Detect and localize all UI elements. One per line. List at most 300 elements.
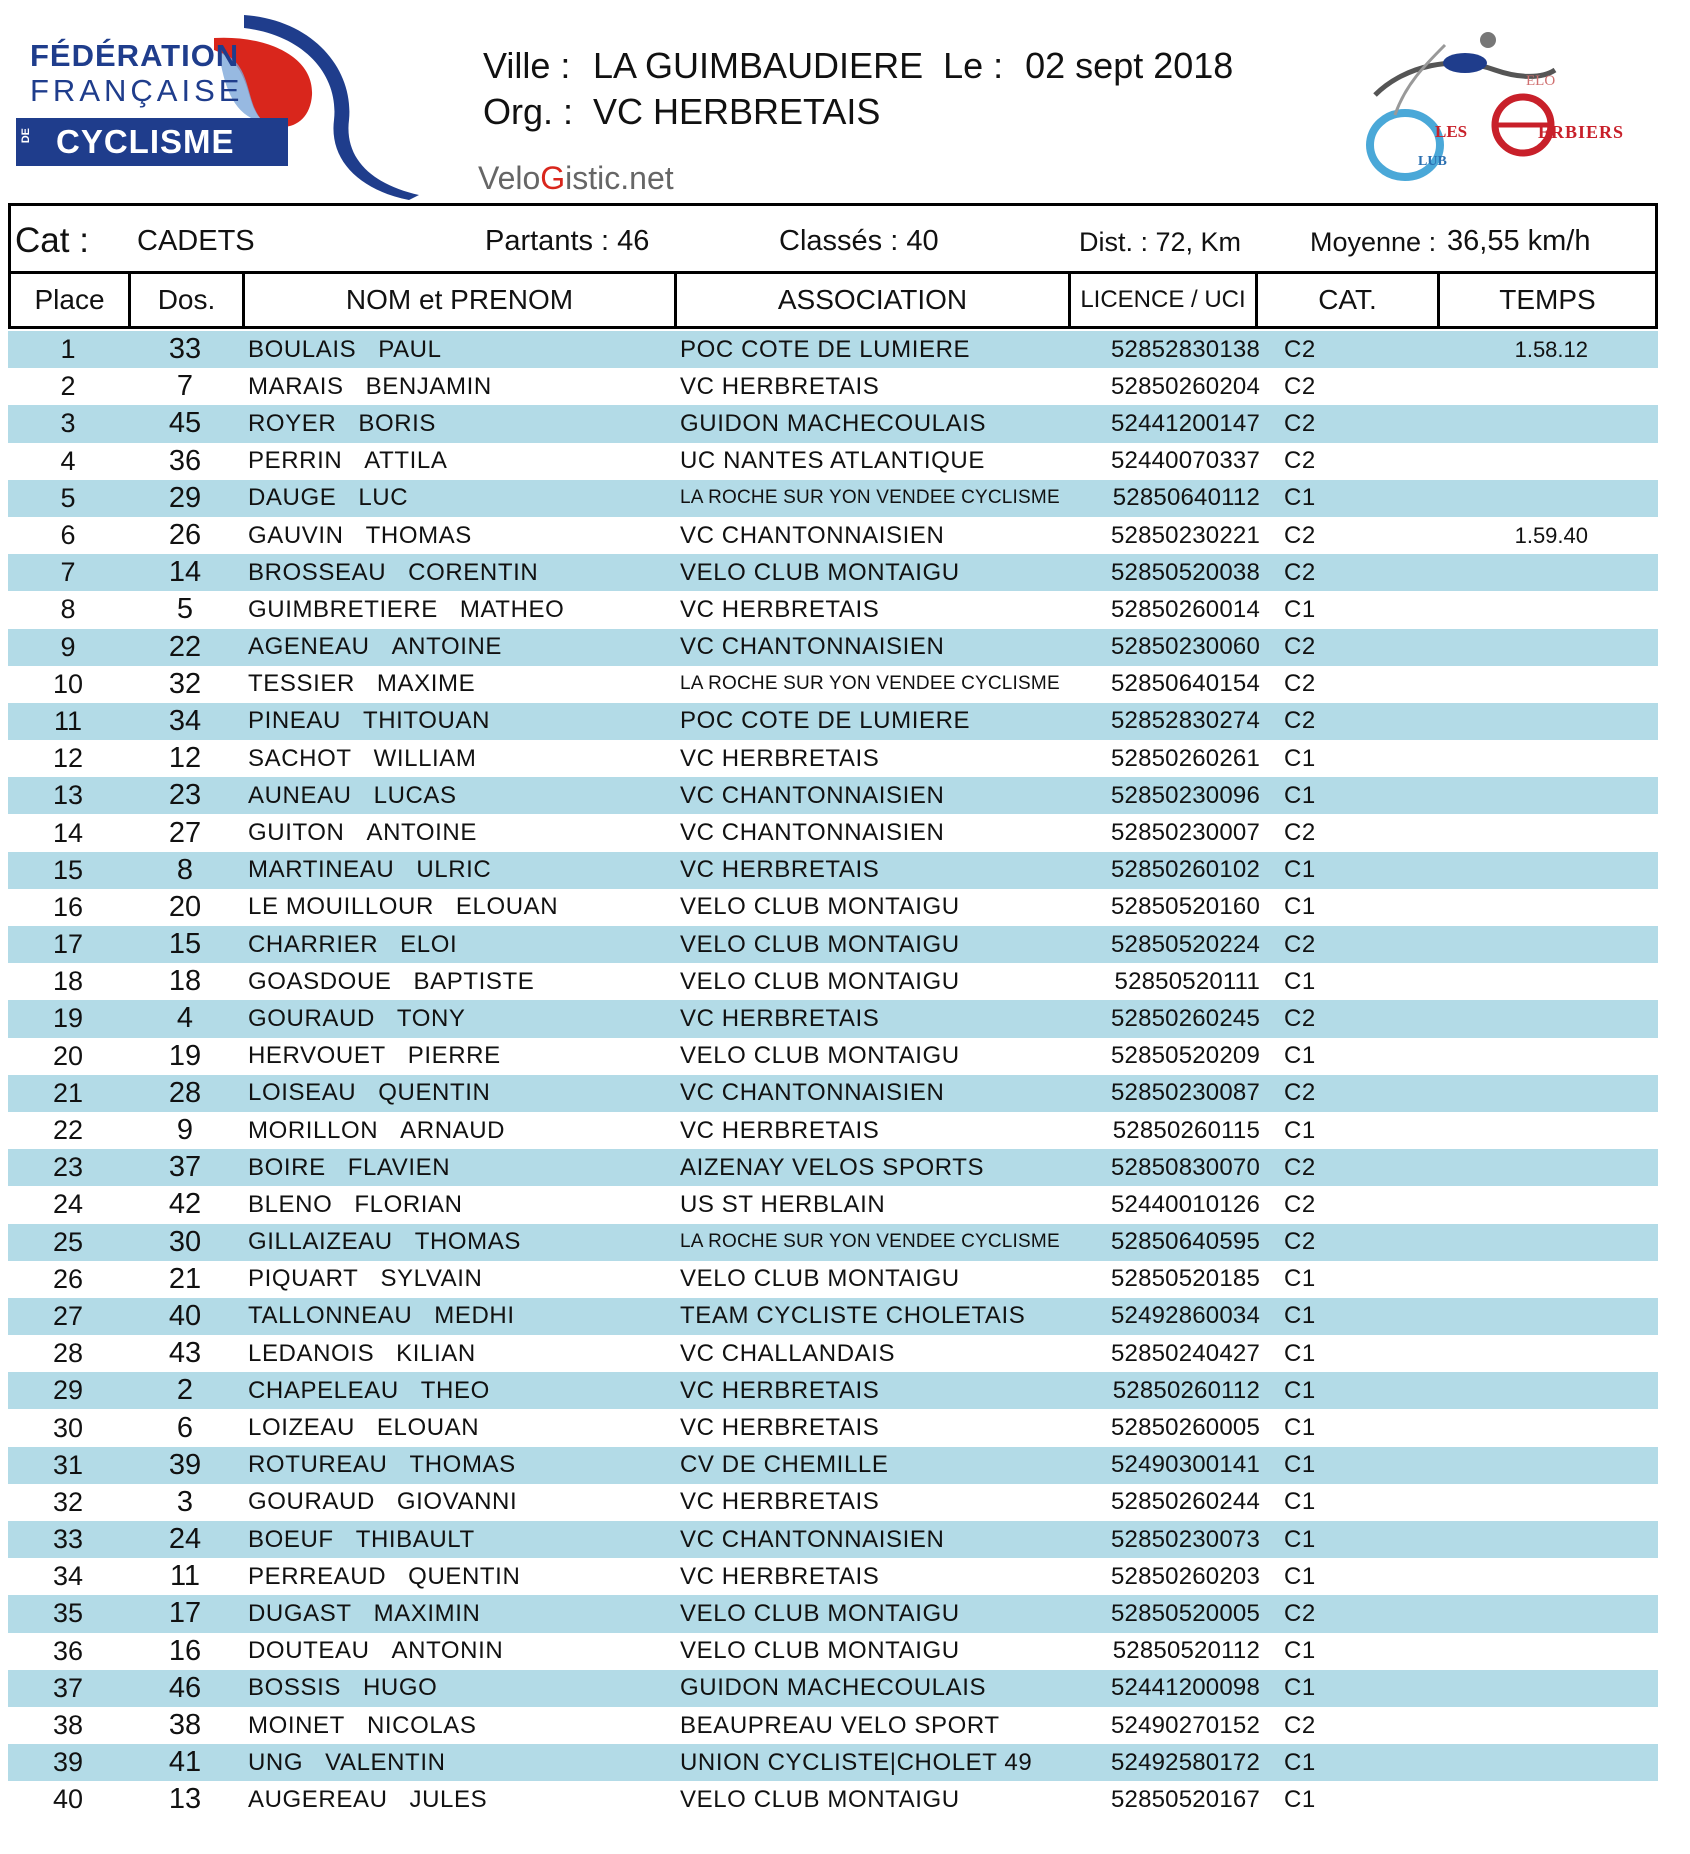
cell-nom: AUGEREAU [248, 1785, 388, 1813]
cell-association: VELO CLUB MONTAIGU [680, 1599, 960, 1627]
cell-nom-prenom [242, 1340, 674, 1368]
cell-place: 11 [53, 705, 83, 736]
cell-prenom: BORIS [358, 409, 437, 437]
cell-prenom: JULES [409, 1785, 488, 1813]
cell-nom-prenom [242, 707, 674, 735]
cell-prenom: ELOUAN [376, 1414, 480, 1442]
cell-dos: 13 [168, 1783, 202, 1816]
cell-prenom: ELOUAN [455, 893, 559, 921]
cell-place: 24 [52, 1189, 84, 1220]
cell-prenom: ANTONIN [391, 1637, 504, 1665]
cell-place: 35 [52, 1598, 84, 1629]
cell-prenom: GIOVANNI [396, 1488, 518, 1516]
cell-dos: 19 [168, 1039, 202, 1072]
cell-licence: 52852830274 [1110, 707, 1260, 735]
cell-cat: C2 [1284, 372, 1316, 400]
cell-association: LA ROCHE SUR YON VENDEE CYCLISME [680, 673, 1060, 695]
cell-association: VC CHANTONNAISIEN [680, 1525, 945, 1553]
table-row [8, 777, 1658, 814]
cell-dos: 46 [168, 1671, 202, 1704]
cell-nom: AUNEAU [248, 781, 352, 809]
cell-nom: BOIRE [248, 1153, 326, 1181]
cell-licence: 52850520167 [1110, 1785, 1260, 1813]
cell-dos: 6 [176, 1411, 194, 1444]
cell-nom-prenom [242, 1563, 674, 1591]
table-row [8, 1484, 1658, 1521]
velogistic-suffix: istic.net [565, 160, 674, 196]
cell-place: 9 [60, 631, 76, 662]
cell-prenom: NICOLAS [366, 1711, 477, 1739]
cell-place: 40 [52, 1784, 84, 1815]
cell-cat: C2 [1284, 447, 1316, 475]
cell-dos: 42 [168, 1188, 202, 1221]
cell-place: 25 [52, 1226, 84, 1257]
cell-prenom: ULRIC [416, 856, 492, 884]
cell-nom-prenom [242, 1600, 674, 1628]
cell-licence: 52850520112 [1112, 1637, 1260, 1665]
cell-nom-prenom [242, 1637, 674, 1665]
cell-association: VC HERBRETAIS [680, 1488, 880, 1516]
date-value: 02 sept 2018 [1025, 45, 1234, 86]
cell-dos: 24 [168, 1523, 202, 1556]
table-row [8, 1186, 1658, 1223]
cell-association: VELO CLUB MONTAIGU [680, 930, 960, 958]
cell-prenom: THITOUAN [362, 707, 490, 735]
cell-place: 18 [52, 966, 84, 997]
cell-licence: 52850520038 [1110, 558, 1260, 586]
cell-nom: MARAIS [248, 372, 344, 400]
table-row [8, 368, 1658, 405]
cell-licence: 52490270152 [1110, 1711, 1260, 1739]
cell-association: VELO CLUB MONTAIGU [680, 1785, 960, 1813]
cell-licence: 52492580172 [1110, 1748, 1260, 1776]
cell-cat: C1 [1284, 1376, 1316, 1404]
cell-place: 36 [52, 1635, 84, 1666]
cell-nom-prenom [242, 893, 674, 921]
cell-dos: 41 [168, 1746, 202, 1779]
cell-prenom: THEO [420, 1376, 490, 1404]
cell-nom-prenom [242, 1302, 674, 1330]
cell-dos: 45 [168, 407, 202, 440]
cell-nom-prenom [242, 559, 674, 587]
cell-licence: 52850260245 [1110, 1004, 1260, 1032]
cell-cat: C1 [1284, 595, 1316, 623]
cell-place: 34 [52, 1561, 84, 1592]
cell-cat: C1 [1284, 1562, 1316, 1590]
col-association: ASSOCIATION [677, 274, 1071, 326]
cell-association: VC CHANTONNAISIEN [680, 521, 945, 549]
cell-cat: C1 [1284, 1414, 1316, 1442]
cell-nom-prenom [242, 336, 674, 364]
cell-nom: LE MOUILLOUR [248, 893, 434, 921]
cell-nom: GAUVIN [248, 521, 344, 549]
cell-nom: ROTUREAU [248, 1451, 388, 1479]
cell-place: 39 [52, 1747, 84, 1778]
org-label: Org. : [483, 91, 574, 132]
cell-nom: GOURAUD [248, 1488, 375, 1516]
table-row [8, 1261, 1658, 1298]
table-row [8, 1781, 1658, 1818]
cell-nom-prenom [242, 1526, 674, 1554]
cell-association: VC HERBRETAIS [680, 1004, 880, 1032]
table-row [8, 1298, 1658, 1335]
cell-prenom: HUGO [362, 1674, 438, 1702]
cell-nom-prenom [242, 522, 674, 550]
cell-association: GUIDON MACHECOULAIS [680, 1674, 987, 1702]
cell-cat: C1 [1284, 1339, 1316, 1367]
cell-nom-prenom [242, 410, 674, 438]
cell-licence: 52850260261 [1110, 744, 1260, 772]
cell-dos: 21 [168, 1262, 202, 1295]
cell-cat: C1 [1284, 1265, 1316, 1293]
cell-licence: 52440070337 [1110, 447, 1260, 475]
cell-prenom: LUCAS [373, 781, 457, 809]
partants: Partants : 46 [485, 225, 650, 257]
cell-cat: C2 [1284, 930, 1316, 958]
cell-dos: 11 [169, 1560, 201, 1593]
table-row [8, 1335, 1658, 1372]
cell-licence: 52850520160 [1110, 893, 1260, 921]
cell-prenom: THIBAULT [355, 1525, 475, 1553]
cell-nom: BOEUF [248, 1525, 334, 1553]
cell-cat: C1 [1284, 1637, 1316, 1665]
cell-dos: 32 [168, 667, 202, 700]
cell-cat: C1 [1284, 1748, 1316, 1776]
cell-prenom: MEDHI [434, 1302, 515, 1330]
cell-cat: C2 [1284, 670, 1316, 698]
results-table-header [8, 274, 1658, 329]
cell-nom-prenom [242, 1005, 674, 1033]
cell-prenom: TONY [396, 1004, 466, 1032]
col-temps: TEMPS [1499, 284, 1596, 315]
cell-licence: 52850260244 [1110, 1488, 1260, 1516]
cell-place: 29 [52, 1375, 84, 1406]
cell-dos: 26 [168, 519, 202, 552]
cell-nom-prenom [242, 1674, 674, 1702]
cell-place: 31 [52, 1449, 84, 1480]
velogistic-prefix: Velo [478, 160, 541, 196]
cell-dos: 28 [168, 1076, 202, 1109]
cell-association: LA ROCHE SUR YON VENDEE CYCLISME [680, 487, 1060, 509]
cell-prenom: BAPTISTE [413, 967, 535, 995]
cell-association: CV DE CHEMILLE [680, 1451, 889, 1479]
cell-licence: 52850230007 [1110, 819, 1260, 847]
cell-prenom: THOMAS [365, 521, 472, 549]
cell-dos: 33 [168, 333, 202, 366]
cell-nom: ROYER [248, 409, 337, 437]
cell-association: VELO CLUB MONTAIGU [680, 1637, 960, 1665]
cell-dos: 4 [176, 1002, 194, 1035]
cell-association: VC CHANTONNAISIEN [680, 1079, 945, 1107]
cell-dos: 34 [168, 704, 202, 737]
cell-place: 12 [52, 743, 84, 774]
date-label: Le : [943, 45, 1004, 86]
cell-place: 5 [60, 482, 76, 513]
cell-licence: 52850520185 [1110, 1265, 1260, 1293]
cell-nom-prenom [242, 968, 674, 996]
table-row [8, 740, 1658, 777]
cell-prenom: PAUL [378, 335, 442, 363]
cell-association: AIZENAY VELOS SPORTS [680, 1153, 985, 1181]
cell-cat: C2 [1284, 1004, 1316, 1032]
cell-licence: 52850240427 [1110, 1339, 1260, 1367]
cell-nom: GILLAIZEAU [248, 1228, 393, 1256]
table-row [8, 1558, 1658, 1595]
cell-association: VC CHANTONNAISIEN [680, 781, 945, 809]
cell-dos: 18 [168, 965, 202, 998]
cell-licence: 52850230221 [1110, 521, 1260, 549]
ffc-logo-de: DE [20, 128, 32, 144]
cell-prenom: WILLIAM [373, 744, 477, 772]
cell-association: VC HERBRETAIS [680, 1414, 880, 1442]
classes: Classés : 40 [779, 225, 939, 257]
cell-nom-prenom [242, 1191, 674, 1219]
cell-nom-prenom [242, 1042, 674, 1070]
cell-nom: CHARRIER [248, 930, 379, 958]
cell-nom-prenom [242, 1117, 674, 1145]
cell-association: VC HERBRETAIS [680, 595, 880, 623]
cell-cat: C1 [1284, 1302, 1316, 1330]
cell-place: 19 [52, 1003, 84, 1034]
cell-prenom: BENJAMIN [365, 372, 492, 400]
cell-nom-prenom [242, 856, 674, 884]
cell-place: 15 [52, 854, 84, 885]
cell-nom: LOIZEAU [248, 1414, 355, 1442]
cell-dos: 22 [168, 630, 202, 663]
cell-nom: DUGAST [248, 1599, 352, 1627]
ville-label: Ville : [483, 45, 571, 86]
table-row [8, 1447, 1658, 1484]
cell-place: 23 [52, 1152, 84, 1183]
cell-dos: 12 [168, 742, 202, 775]
cell-cat: C1 [1284, 1451, 1316, 1479]
cell-cat: C1 [1284, 1116, 1316, 1144]
col-place: Place [11, 274, 131, 326]
cell-temps: 1.58.12 [1514, 336, 1588, 362]
cell-association: VELO CLUB MONTAIGU [680, 558, 960, 586]
cell-prenom: MATHEO [459, 595, 565, 623]
cell-prenom: CORENTIN [408, 558, 539, 586]
cell-association: LA ROCHE SUR YON VENDEE CYCLISME [680, 1231, 1060, 1253]
cell-nom: PINEAU [248, 707, 341, 735]
cell-place: 20 [52, 1040, 84, 1071]
cell-prenom: QUENTIN [408, 1562, 521, 1590]
cell-place: 1 [60, 334, 76, 365]
cell-nom: GUITON [248, 819, 345, 847]
cell-association: POC COTE DE LUMIERE [680, 335, 971, 363]
table-row [8, 1372, 1658, 1409]
cell-nom-prenom [242, 782, 674, 810]
cell-licence: 52490300141 [1110, 1451, 1260, 1479]
cell-association: VELO CLUB MONTAIGU [680, 893, 960, 921]
table-row [8, 963, 1658, 1000]
club-logo-les: LES [1435, 122, 1468, 141]
cell-cat: C2 [1284, 558, 1316, 586]
cat-label: Cat : [15, 221, 89, 260]
cell-place: 2 [60, 371, 76, 402]
cell-association: POC COTE DE LUMIERE [680, 707, 971, 735]
cell-nom-prenom [242, 1154, 674, 1182]
cell-nom-prenom [242, 1265, 674, 1293]
cell-cat: C1 [1284, 781, 1316, 809]
cell-cat: C1 [1284, 893, 1316, 921]
cell-dos: 20 [168, 890, 202, 923]
velogistic-watermark [478, 160, 674, 197]
cell-place: 21 [52, 1077, 84, 1108]
cell-nom: CHAPELEAU [248, 1376, 399, 1404]
table-row [8, 814, 1658, 851]
table-row [8, 1670, 1658, 1707]
cell-prenom: FLAVIEN [347, 1153, 451, 1181]
cell-prenom: ARNAUD [400, 1116, 506, 1144]
table-row [8, 666, 1658, 703]
cell-nom-prenom [242, 819, 674, 847]
cell-dos: 14 [168, 556, 202, 589]
cell-licence: 52492860034 [1110, 1302, 1260, 1330]
cell-association: VC CHALLANDAIS [680, 1339, 896, 1367]
cell-licence: 52850230096 [1110, 781, 1260, 809]
cell-nom-prenom [242, 1377, 674, 1405]
cell-licence: 52850520111 [1114, 967, 1260, 995]
cell-place: 10 [52, 668, 84, 699]
cell-licence: 52850640595 [1110, 1228, 1260, 1256]
cell-nom: LEDANOIS [248, 1339, 375, 1367]
cell-dos: 2 [176, 1374, 194, 1407]
cell-licence: 52850230087 [1110, 1079, 1260, 1107]
table-row [8, 889, 1658, 926]
cell-prenom: THOMAS [409, 1451, 516, 1479]
cell-association: VELO CLUB MONTAIGU [680, 967, 960, 995]
header-ville-line [483, 45, 1233, 87]
club-logo-elo: ELO [1526, 73, 1556, 89]
cell-association: VC HERBRETAIS [680, 856, 880, 884]
cell-cat: C2 [1284, 1711, 1316, 1739]
cell-association: US ST HERBLAIN [680, 1190, 886, 1218]
cell-nom-prenom [242, 1712, 674, 1740]
cell-association: VC CHANTONNAISIEN [680, 819, 945, 847]
cat-value: CADETS [137, 225, 255, 257]
table-row [8, 703, 1658, 740]
cell-nom: GOASDOUE [248, 967, 392, 995]
cell-nom: GUIMBRETIERE [248, 595, 438, 623]
cell-nom: TALLONNEAU [248, 1302, 413, 1330]
cell-cat: C1 [1284, 967, 1316, 995]
cell-cat: C1 [1284, 1525, 1316, 1553]
table-row [8, 1000, 1658, 1037]
cell-place: 38 [52, 1710, 84, 1741]
cell-dos: 39 [168, 1448, 202, 1481]
cell-nom: BOSSIS [248, 1674, 341, 1702]
cell-nom-prenom [242, 447, 674, 475]
cell-dos: 37 [168, 1151, 202, 1184]
cell-prenom: ANTOINE [366, 819, 477, 847]
cyclist-logo-icon [1345, 25, 1635, 185]
cell-nom-prenom [242, 633, 674, 661]
cell-licence: 52850260102 [1110, 856, 1260, 884]
cell-dos: 5 [176, 593, 194, 626]
cell-licence: 52441200098 [1110, 1674, 1260, 1702]
distance: Dist. : 72, Km [1079, 227, 1242, 257]
cell-nom: PERREAUD [248, 1562, 387, 1590]
cell-dos: 30 [168, 1225, 202, 1258]
col-dos: Dos. [131, 274, 245, 326]
table-row [8, 926, 1658, 963]
org-value: VC HERBRETAIS [593, 91, 881, 132]
cell-cat: C2 [1284, 409, 1316, 437]
cell-dos: 7 [176, 370, 194, 403]
cell-licence: 52852830138 [1110, 335, 1260, 363]
table-row [8, 1224, 1658, 1261]
cell-dos: 36 [168, 444, 202, 477]
cell-nom: MOINET [248, 1711, 345, 1739]
cell-association: VC HERBRETAIS [680, 372, 880, 400]
cell-prenom: ANTOINE [391, 633, 503, 661]
cell-prenom: ELOI [400, 930, 458, 958]
cell-licence: 52850640154 [1110, 670, 1260, 698]
race-info-bar [8, 203, 1658, 274]
cell-cat: C2 [1284, 707, 1316, 735]
table-row [8, 1521, 1658, 1558]
col-licence: LICENCE / UCI [1071, 274, 1258, 326]
ffc-logo-line3: CYCLISME [56, 123, 235, 160]
cell-dos: 40 [168, 1299, 202, 1332]
cell-cat: C1 [1284, 856, 1316, 884]
cell-nom: SACHOT [248, 744, 352, 772]
cell-association: VC HERBRETAIS [680, 744, 880, 772]
cell-nom-prenom [242, 484, 674, 512]
cell-association: GUIDON MACHECOULAIS [680, 409, 987, 437]
cell-association: UNION CYCLISTE|CHOLET 49 [680, 1748, 1033, 1776]
cell-cat: C2 [1284, 633, 1316, 661]
cell-dos: 8 [176, 853, 194, 886]
cell-association: VELO CLUB MONTAIGU [680, 1042, 960, 1070]
cell-nom: BOULAIS [248, 335, 357, 363]
cell-cat: C2 [1284, 1079, 1316, 1107]
cell-licence: 52850260203 [1110, 1562, 1260, 1590]
cell-place: 37 [52, 1672, 84, 1703]
cell-place: 17 [52, 929, 84, 960]
cell-licence: 52850260204 [1110, 372, 1260, 400]
cell-nom-prenom [242, 1414, 674, 1442]
header-org-line [483, 91, 880, 133]
cell-cat: C2 [1284, 521, 1316, 549]
cell-prenom: ATTILA [364, 447, 448, 475]
table-row [8, 517, 1658, 554]
table-row [8, 629, 1658, 666]
cell-licence: 52850520005 [1110, 1599, 1260, 1627]
cell-nom-prenom [242, 931, 674, 959]
cell-association: VELO CLUB MONTAIGU [680, 1265, 960, 1293]
club-logo-lub: LUB [1418, 154, 1447, 169]
col-cat: CAT. [1258, 274, 1440, 326]
cell-licence: 52850830070 [1110, 1153, 1260, 1181]
cell-dos: 3 [176, 1485, 194, 1518]
cell-place: 32 [52, 1486, 84, 1517]
cell-place: 30 [52, 1412, 84, 1443]
table-row [8, 405, 1658, 442]
club-logo-erbiers: ERBIERS [1538, 122, 1625, 142]
cell-prenom: KILIAN [396, 1339, 476, 1367]
table-row [8, 1075, 1658, 1112]
cell-place: 4 [60, 445, 76, 476]
cell-association: BEAUPREAU VELO SPORT [680, 1711, 1000, 1739]
cell-nom-prenom [242, 1749, 674, 1777]
cell-cat: C2 [1284, 1599, 1316, 1627]
table-row [8, 1707, 1658, 1744]
cell-prenom: MAXIME [376, 670, 476, 698]
cell-licence: 52440010126 [1110, 1190, 1260, 1218]
cell-prenom: LUC [358, 484, 409, 512]
